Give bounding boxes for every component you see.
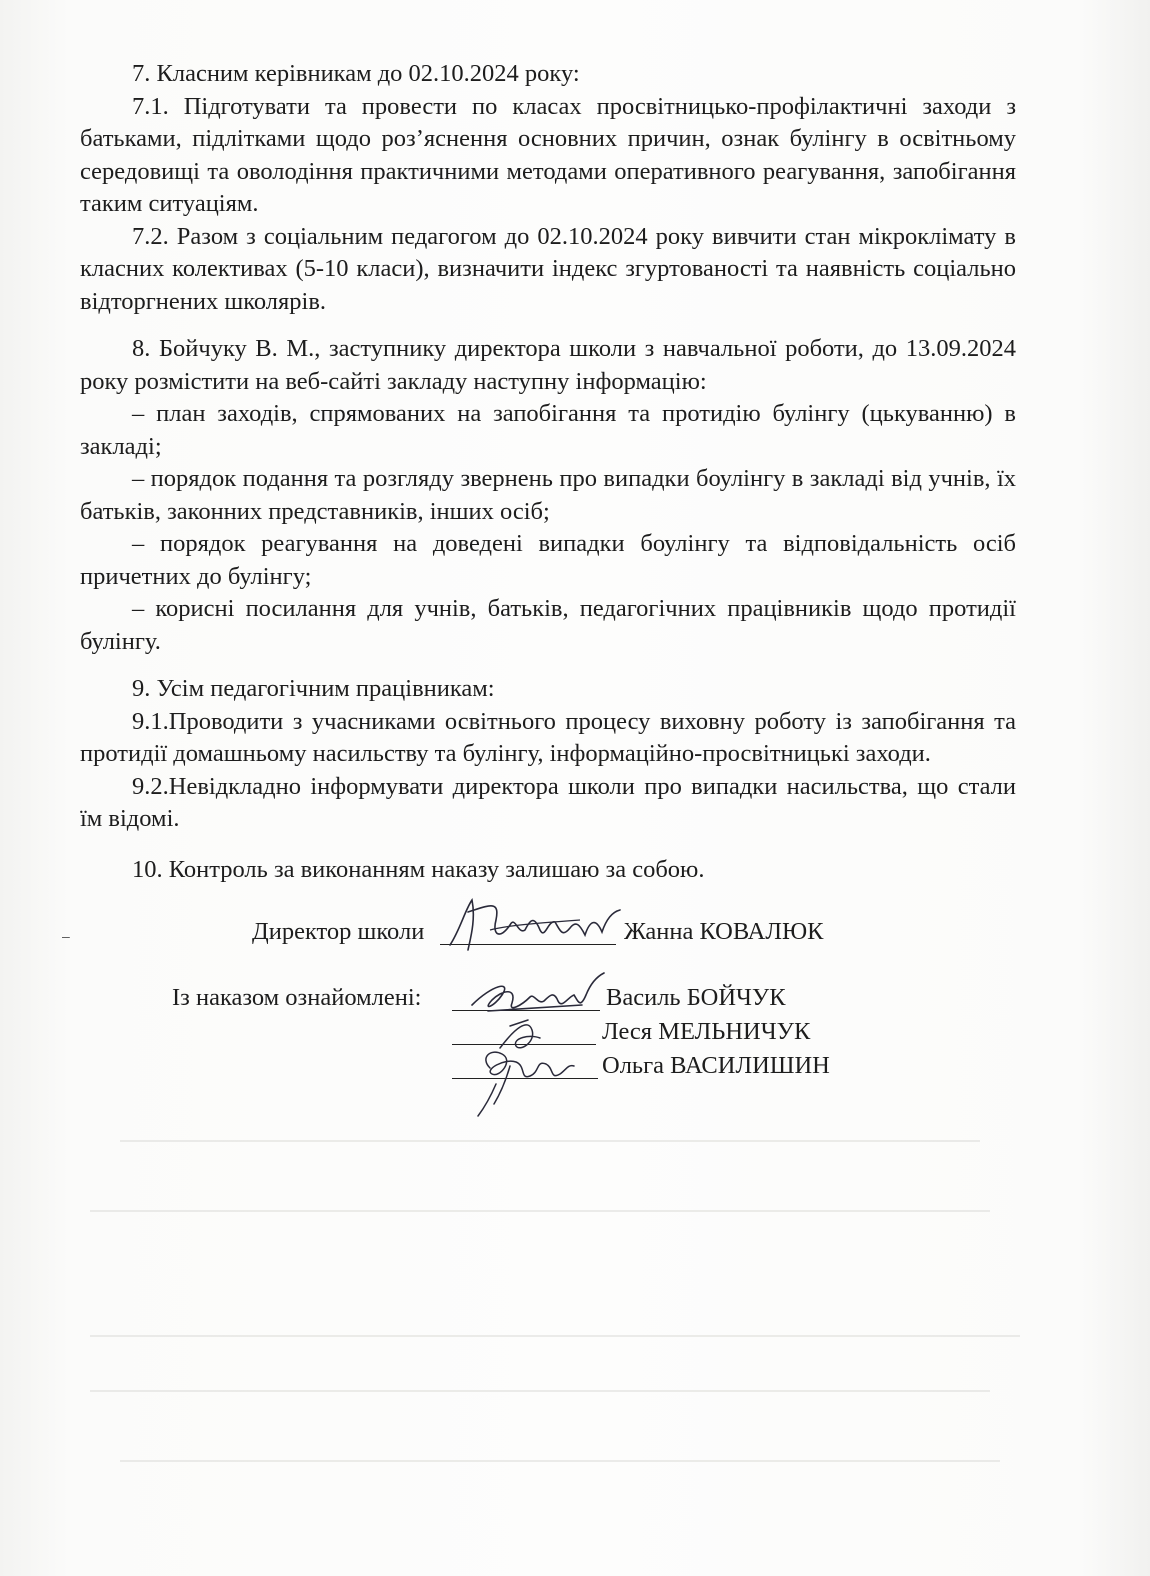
melnychuk-vasylyshyn-handwritten-signature xyxy=(470,1008,580,1118)
paragraph-8-item: – порядок подання та розгляду звернень про випадки боулінгу в закладі від учнів, їх батьків, законних представників, інших осіб; xyxy=(80,465,1016,525)
paragraph-8-item: – корисні посилання для учнів, батьків, педагогічних працівників щодо протидії булінгу. xyxy=(80,595,1016,655)
paragraph-9-2: 9.2.Невідкладно інформувати директора школи про випадки насильства, що стали їм відомі. xyxy=(80,772,1016,832)
paragraph-8-item: – план заходів, спрямованих на запобігання та протидію булінгу (цькуванню) в закладі; xyxy=(80,400,1016,460)
signature-line-boichuk xyxy=(452,1010,600,1011)
acquainted-label: Із наказом ознайомлені: xyxy=(172,984,422,1011)
director-signature-line xyxy=(440,944,616,945)
paragraph-10: 10. Контроль за виконанням наказу залишаю за собою. xyxy=(132,855,705,883)
boichuk-handwritten-signature xyxy=(462,965,612,1020)
paragraph-7-2: 7.2. Разом з соціальним педагогом до 02.10.2024 року вивчити стан мікроклімату в класних колективах (5-10 класи), визначити індекс згуртованості та наявність соціально відторгнених школярів. xyxy=(80,222,1016,315)
acquainted-name-melnychuk: Леся МЕЛЬНИЧУК xyxy=(602,1018,811,1045)
paragraph-9-1: 9.1.Проводити з учасниками освітнього процесу виховну роботу із запобігання та протидії домашньому насильству та булінгу, інформаційно-просвітницькі заходи. xyxy=(80,707,1016,767)
acquainted-name-boichuk: Василь БОЙЧУК xyxy=(606,984,786,1011)
paragraph-8-item: – порядок реагування на доведені випадки боулінгу та відповідальність осіб причетних до булінгу; xyxy=(80,530,1016,590)
paragraph-8: 8. Бойчуку В. М., заступнику директора школи з навчальної роботи, до 13.09.2024 року розмістити на веб-сайті закладу наступну інформацію: xyxy=(80,335,1016,395)
signature-line-melnychuk xyxy=(452,1044,596,1045)
stray-mark: – xyxy=(62,928,70,944)
director-label: Директор школи xyxy=(252,918,425,945)
director-name: Жанна КОВАЛЮК xyxy=(624,918,824,945)
paragraph-7: 7. Класним керівникам до 02.10.2024 року: xyxy=(132,60,580,87)
signature-line-vasylyshyn xyxy=(452,1078,598,1079)
paragraph-7-1: 7.1. Підготувати та провести по класах просвітницько-профілактичні заходи з батьками, підлітками щодо роз’яснення основних причин, ознак булінгу в освітньому середовищі та оволодіння практичними методами оперативного реагування, запобігання таким ситуаціям. xyxy=(80,92,1016,217)
acquainted-name-vasylyshyn: Ольга ВАСИЛИШИН xyxy=(602,1052,830,1079)
paragraph-9: 9. Усім педагогічним працівникам: xyxy=(132,675,495,702)
director-handwritten-signature xyxy=(430,890,630,960)
